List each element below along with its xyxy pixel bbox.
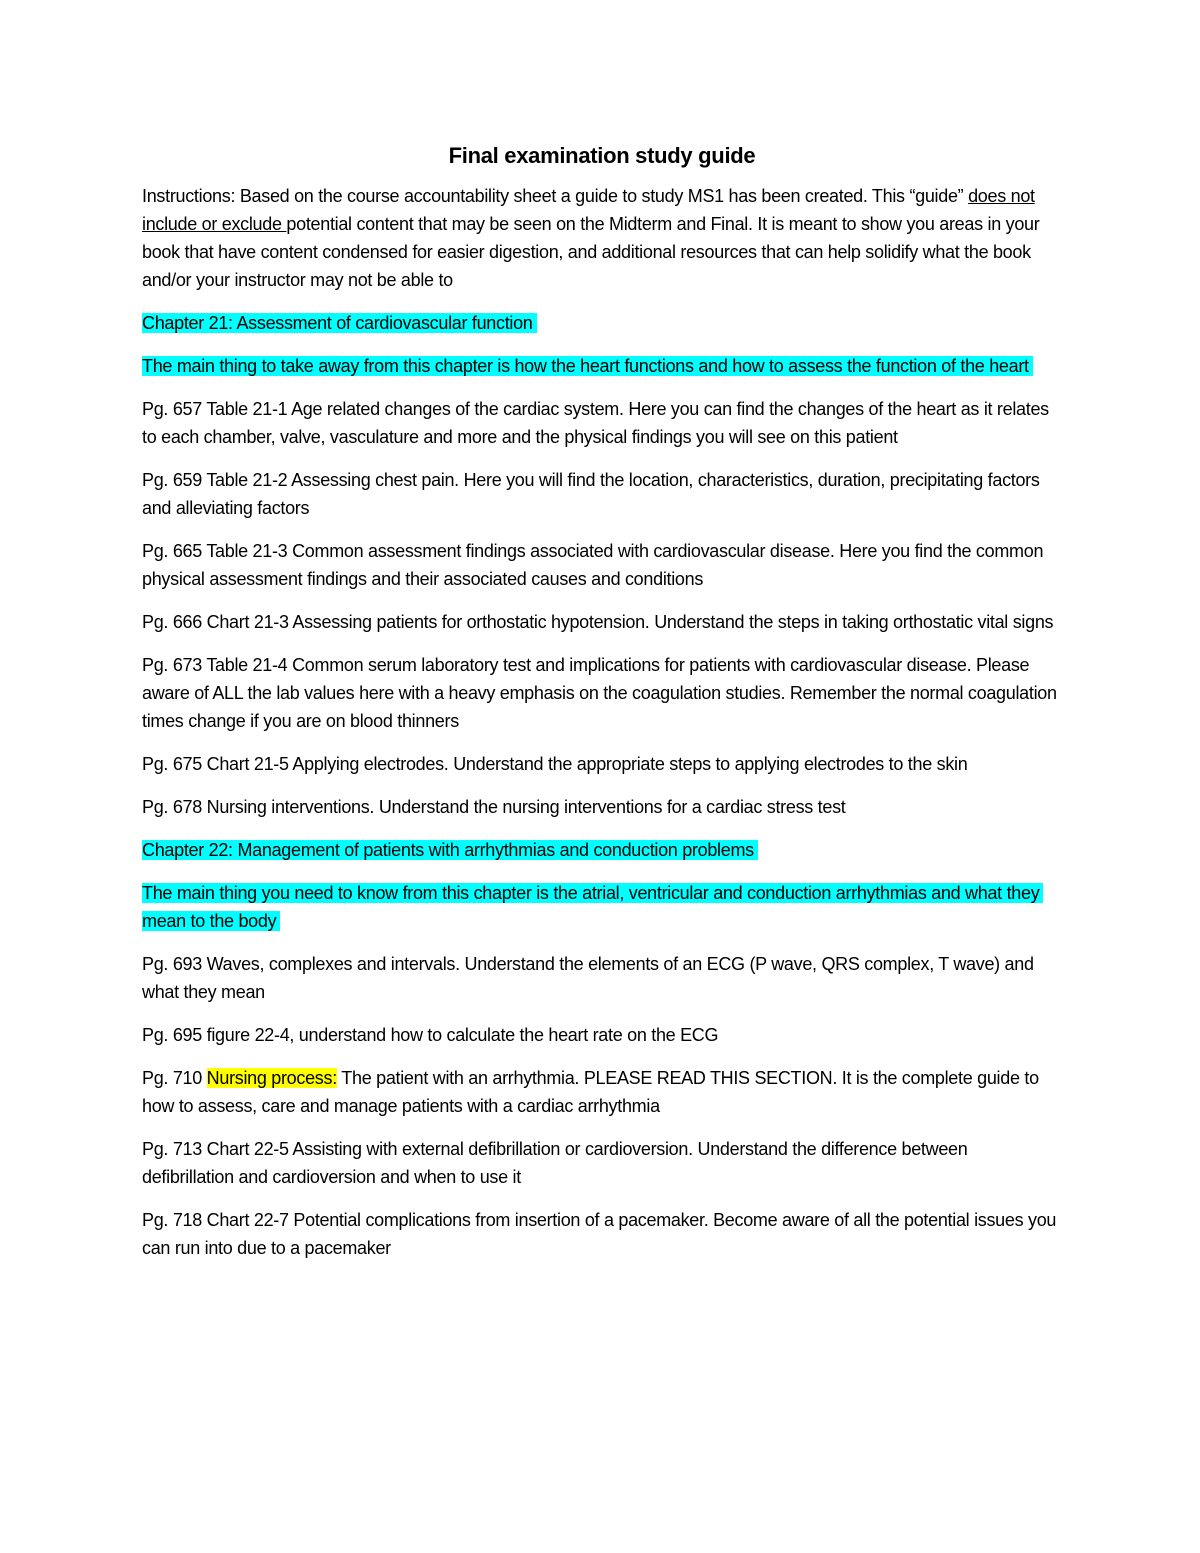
chapter-21-heading-text: Chapter 21: Assessment of cardiovascular function <box>142 313 537 333</box>
chapter-22-heading <box>142 836 1062 864</box>
chapter-21-item: Pg. 678 Nursing interventions. Understand the nursing interventions for a cardiac stress test <box>142 797 846 817</box>
document-page <box>142 140 1062 1277</box>
document-title: Final examination study guide <box>448 143 756 168</box>
chapter-21-item: Pg. 666 Chart 21-3 Assessing patients for orthostatic hypotension. Understand the steps in taking orthostatic vital signs <box>142 612 1054 632</box>
chapter-21-item: Pg. 675 Chart 21-5 Applying electrodes. Understand the appropriate steps to applying electrodes to the skin <box>142 754 968 774</box>
nursing-process-item <box>142 1064 1062 1120</box>
instructions-paragraph <box>142 182 1062 294</box>
nursing-process-text: The patient with an arrhythmia. PLEASE READ THIS SECTION. It is the complete guide to how to assess, care and manage patients with a cardiac arrhythmia <box>142 1068 1039 1116</box>
instructions-underlined: does not include or exclude <box>142 186 1035 234</box>
instructions-text-cont: potential content that may be seen on the Midterm and Final. It is meant to show you areas in your book that have content condensed for easier digestion, and additional resources that can help solidify what the book and/or your instructor may not be able to <box>142 214 1040 290</box>
chapter-22-item: Pg. 718 Chart 22-7 Potential complications from insertion of a pacemaker. Become aware of all the potential issues you can run into due to a pacemaker <box>142 1210 1057 1258</box>
chapter-22-item: Pg. 713 Chart 22-5 Assisting with external defibrillation or cardioversion. Understand the difference between defibrillation and cardioversion and when to use it <box>142 1139 968 1187</box>
chapter-21-item: Pg. 673 Table 21-4 Common serum laboratory test and implications for patients with cardiovascular disease. Please aware of ALL the lab values here with a heavy emphasis on the coagulation studies. Remember the normal coagulation times change if you are on blood thinners <box>142 655 1057 731</box>
nursing-process-highlight: Nursing process: <box>206 1068 337 1088</box>
nursing-process-page: Pg. 710 <box>142 1068 207 1088</box>
chapter-21-item: Pg. 657 Table 21-1 Age related changes of the cardiac system. Here you can find the changes of the heart as it relates to each chamber, valve, vasculature and more and the physical findings you will see on this patient <box>142 399 1049 447</box>
chapter-21-summary-text: The main thing to take away from this chapter is how the heart functions and how to assess the function of the heart <box>142 356 1033 376</box>
chapter-21-item: Pg. 659 Table 21-2 Assessing chest pain. Here you will find the location, characteristics, duration, precipitating factors and alleviating factors <box>142 470 1040 518</box>
chapter-22-heading-text: Chapter 22: Management of patients with arrhythmias and conduction problems <box>142 840 758 860</box>
chapter-22-item: Pg. 695 figure 22-4, understand how to calculate the heart rate on the ECG <box>142 1025 719 1045</box>
chapter-21-heading <box>142 309 1062 337</box>
chapter-22-item: Pg. 693 Waves, complexes and intervals. Understand the elements of an ECG (P wave, QRS complex, T wave) and what they mean <box>142 954 1034 1002</box>
chapter-21-summary <box>142 352 1062 380</box>
chapter-21-item: Pg. 665 Table 21-3 Common assessment findings associated with cardiovascular disease. Here you find the common physical assessment findings and their associated causes and conditions <box>142 541 1044 589</box>
chapter-22-summary <box>142 879 1062 935</box>
chapter-22-summary-text: The main thing you need to know from this chapter is the atrial, ventricular and conduction arrhythmias and what they mean to the body <box>142 883 1043 931</box>
instructions-text: Instructions: Based on the course accountability sheet a guide to study MS1 has been created. This “guide” <box>142 186 969 206</box>
